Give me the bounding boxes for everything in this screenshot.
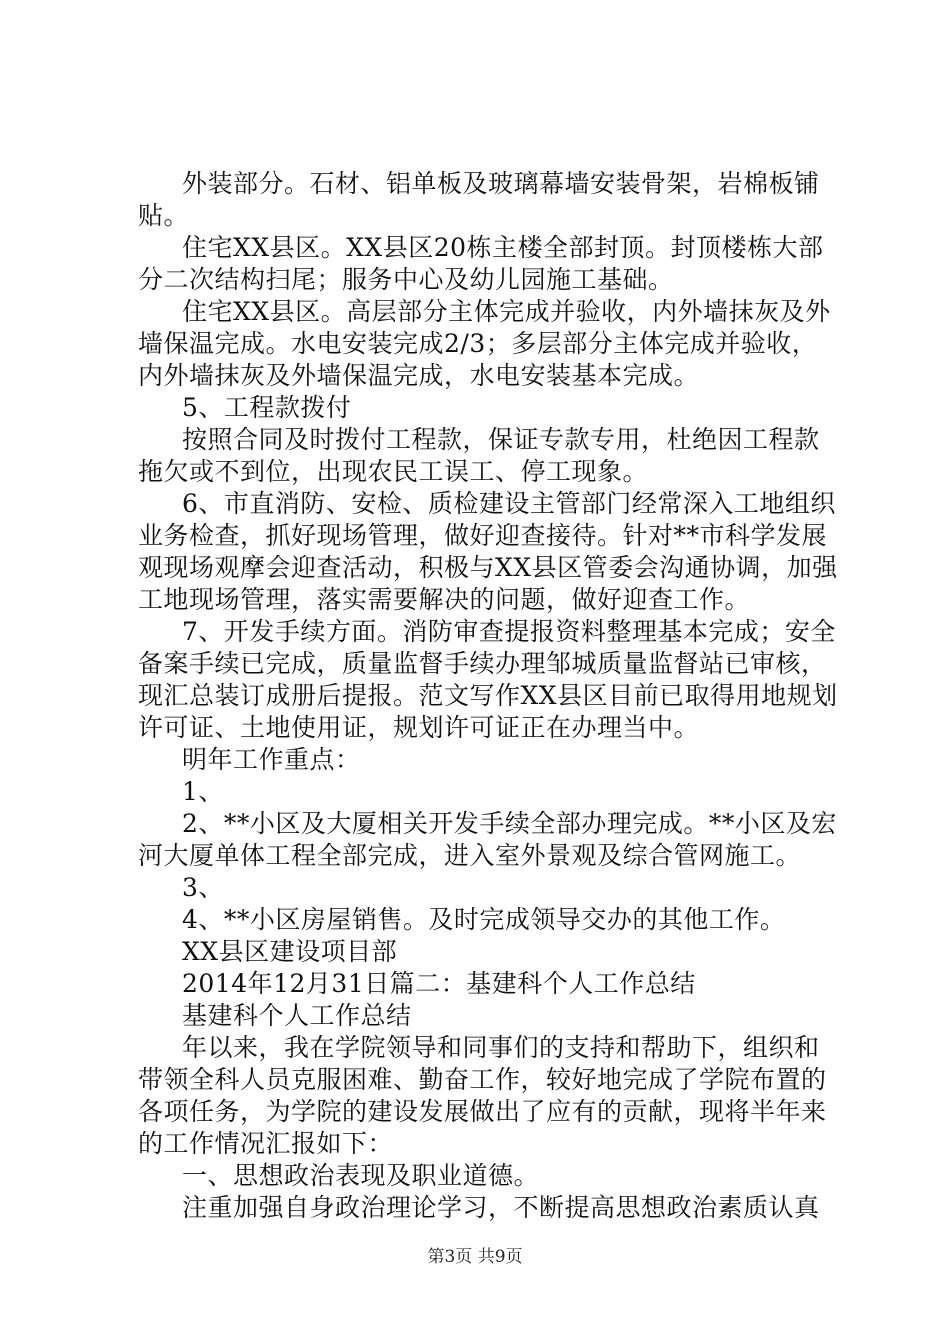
paragraph: 住宅XX县区。高层部分主体完成并验收，内外墙抹灰及外墙保温完成。水电安装完成2/3；多层部分主体完成并验收，内外墙抹灰及外墙保温完成，水电安装基本完成。 bbox=[138, 297, 831, 390]
paragraph: 6、市直消防、安检、质检建设主管部门经常深入工地组织业务检查，抓好现场管理，做好迎查接待。针对**市科学发展观现场观摩会迎查活动，积极与XX县区管委会沟通协调，加强工地现场管理，落实需要解决的问题，做好迎查工作。 bbox=[138, 489, 838, 614]
list-item: 4、**小区房屋销售。及时完成领导交办的其他工作。 bbox=[182, 905, 786, 934]
section-heading: 一、思想政治表现及职业道德。 bbox=[182, 1161, 540, 1190]
paragraph: 外装部分。石材、铝单板及玻璃幕墙安装骨架，岩棉板铺贴。 bbox=[138, 169, 820, 230]
document-title: 基建科个人工作总结 bbox=[182, 1001, 412, 1030]
section-heading: 明年工作重点： bbox=[182, 745, 361, 774]
paragraph: 7、开发手续方面。消防审查提报资料整理基本完成；安全备案手续已完成，质量监督手续办理邹城质量监督站已审核，现汇总装订成册后提报。范文写作XX县区目前已取得用地规划许可证、土地使用证，规划许可证正在办理当中。 bbox=[138, 617, 838, 742]
signature-line: XX县区建设项目部 bbox=[182, 937, 398, 966]
list-item: 1、 bbox=[182, 777, 224, 806]
date-line: 2014年12月31日篇二：基建科个人工作总结 bbox=[182, 969, 696, 998]
list-item: 3、 bbox=[182, 873, 224, 902]
page-number-footer: 第3页 共9页 bbox=[427, 1247, 523, 1267]
paragraph: 注重加强自身政治理论学习，不断提高思想政治素质认真 bbox=[182, 1193, 820, 1222]
list-item: 2、**小区及大厦相关开发手续全部办理完成。**小区及宏河大厦单体工程全部完成，进入室外景观及综合管网施工。 bbox=[138, 809, 837, 870]
section-heading: 5、工程款拨付 bbox=[182, 393, 352, 422]
paragraph: 住宅XX县区。XX县区20栋主楼全部封顶。封顶楼栋大部分二次结构扫尾；服务中心及幼儿园施工基础。 bbox=[138, 233, 824, 294]
paragraph: 按照合同及时拨付工程款，保证专款专用，杜绝因工程款拖欠或不到位，出现农民工误工、停工现象。 bbox=[138, 425, 820, 486]
document-body bbox=[138, 168, 838, 1224]
paragraph: 年以来，我在学院领导和同事们的支持和帮助下，组织和带领全科人员克服困难、勤奋工作，较好地完成了学院布置的各项任务，为学院的建设发展做出了应有的贡献，现将半年来的工作情况汇报如下： bbox=[138, 1033, 827, 1158]
